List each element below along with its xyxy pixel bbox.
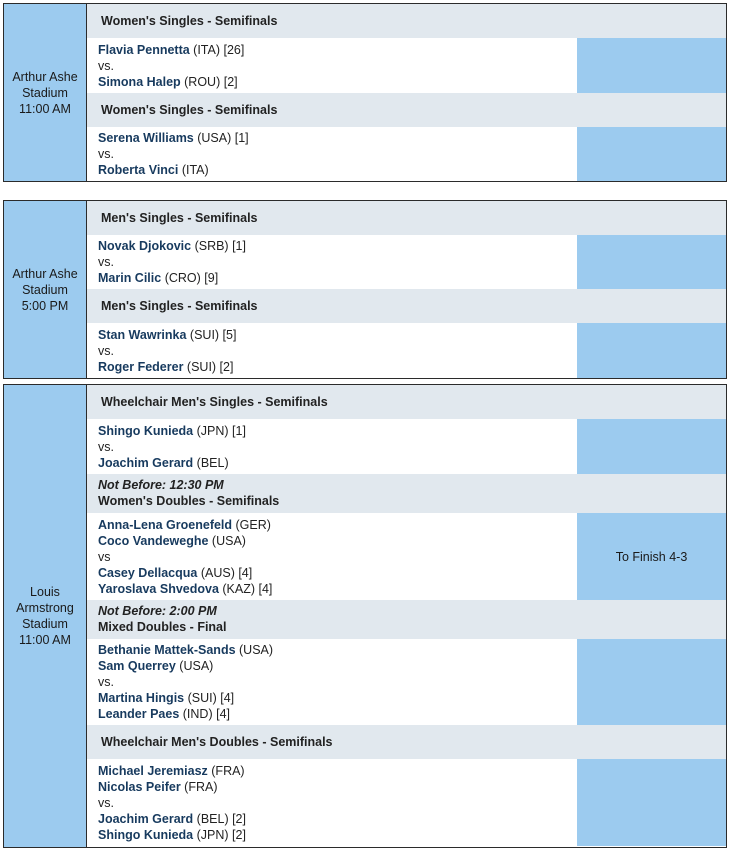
player-line xyxy=(98,658,566,674)
player-line xyxy=(98,827,566,843)
match xyxy=(87,600,726,725)
player-line xyxy=(98,642,566,658)
player-info: (IND) [4] xyxy=(179,707,230,721)
match-header xyxy=(87,725,726,759)
versus-label: vs. xyxy=(98,343,114,358)
match-status xyxy=(577,419,726,474)
player-info: (SUI) [5] xyxy=(186,327,237,342)
player-info: (KAZ) [4] xyxy=(218,581,273,596)
match-body xyxy=(87,639,726,725)
match-header xyxy=(87,4,726,38)
player-line xyxy=(98,517,566,533)
player-name[interactable]: Flavia Pennetta xyxy=(98,42,190,57)
match-body xyxy=(87,419,726,474)
player-info: (AUS) [4] xyxy=(197,565,253,580)
venue-cell xyxy=(4,201,87,378)
venue-cell xyxy=(4,4,87,181)
match-status xyxy=(577,323,726,378)
match-header xyxy=(87,93,726,127)
venue-line: Stadium xyxy=(22,85,68,100)
venue-line: Stadium xyxy=(22,617,68,631)
player-line xyxy=(98,763,566,779)
player-name[interactable]: Bethanie Mattek-Sands xyxy=(98,643,236,657)
match-list xyxy=(87,385,726,847)
match-body xyxy=(87,513,726,600)
match xyxy=(87,289,726,378)
player-name[interactable]: Yaroslava Shvedova xyxy=(98,581,219,596)
player-line xyxy=(98,533,566,549)
players xyxy=(87,235,577,289)
player-info: (ITA) [26] xyxy=(189,42,245,57)
match xyxy=(87,93,726,181)
player-name[interactable]: Novak Djokovic xyxy=(98,239,192,253)
versus-label: vs xyxy=(98,549,111,564)
player-name[interactable]: Shingo Kunieda xyxy=(98,827,194,842)
player-line xyxy=(98,581,566,597)
player-name[interactable]: Stan Wawrinka xyxy=(98,327,187,342)
player-name[interactable]: Joachim Gerard xyxy=(98,811,194,826)
match xyxy=(87,385,726,474)
player-name[interactable]: Joachim Gerard xyxy=(98,455,194,470)
player-line xyxy=(98,455,566,471)
player-name[interactable]: Roger Federer xyxy=(98,359,184,374)
player-name[interactable]: Simona Halep xyxy=(98,74,181,89)
match xyxy=(87,201,726,289)
versus-label: vs. xyxy=(98,675,114,689)
match-header xyxy=(87,289,726,323)
venue-line: Louis xyxy=(30,585,60,599)
match-list xyxy=(87,201,726,378)
venue-cell xyxy=(4,385,87,847)
event-title: Women's Singles - Semifinals xyxy=(101,14,278,28)
player-info: (BEL) xyxy=(193,455,229,470)
player-line xyxy=(98,327,566,343)
players xyxy=(87,323,577,378)
player-name[interactable]: Sam Querrey xyxy=(98,659,176,673)
match-body xyxy=(87,323,726,378)
player-info: (FRA) xyxy=(180,779,218,794)
player-line xyxy=(98,74,566,90)
player-line xyxy=(98,690,566,706)
match-status xyxy=(577,127,726,181)
event-title: Men's Singles - Semifinals xyxy=(101,299,258,313)
player-name[interactable]: Coco Vandeweghe xyxy=(98,533,209,548)
player-info: (SRB) [1] xyxy=(191,239,246,253)
match-list xyxy=(87,4,726,181)
player-line xyxy=(98,359,566,375)
versus-label: vs. xyxy=(98,795,114,810)
player-line xyxy=(98,706,566,722)
session-block xyxy=(3,200,727,379)
match-status xyxy=(577,759,726,846)
match xyxy=(87,474,726,600)
player-info: (USA) [1] xyxy=(193,131,249,145)
player-info: (CRO) [9] xyxy=(161,271,219,285)
event-title: Women's Singles - Semifinals xyxy=(101,103,278,117)
versus-label: vs. xyxy=(98,439,114,454)
players xyxy=(87,38,577,93)
player-line xyxy=(98,779,566,795)
player-info: (GER) xyxy=(232,517,271,532)
match-status xyxy=(577,235,726,289)
player-info: (JPN) [1] xyxy=(193,423,246,438)
event-title: Men's Singles - Semifinals xyxy=(101,211,258,225)
event-title: Wheelchair Men's Singles - Semifinals xyxy=(101,395,328,409)
player-info: (USA) xyxy=(175,659,214,673)
player-name[interactable]: Michael Jeremiasz xyxy=(98,763,208,778)
player-info: (SUI) [2] xyxy=(183,359,234,374)
player-info: (ROU) [2] xyxy=(180,74,238,89)
event-title: Wheelchair Men's Doubles - Semifinals xyxy=(101,735,333,749)
match-status xyxy=(577,38,726,93)
venue-line: 5:00 PM xyxy=(21,298,69,313)
players xyxy=(87,419,577,474)
session-block xyxy=(3,384,727,848)
players xyxy=(87,127,577,181)
not-before-label: Not Before: 2:00 PM xyxy=(98,604,217,618)
player-name[interactable]: Casey Dellacqua xyxy=(98,565,198,580)
match-body xyxy=(87,759,726,846)
players xyxy=(87,639,577,725)
match xyxy=(87,4,726,93)
player-info: (ITA) xyxy=(178,163,209,177)
match-status xyxy=(577,639,726,725)
versus-label: vs. xyxy=(98,147,114,161)
player-line xyxy=(98,162,566,178)
player-info: (USA) xyxy=(235,643,274,657)
not-before-label: Not Before: 12:30 PM xyxy=(98,478,224,492)
session-block xyxy=(3,3,727,182)
venue-line: 11:00 AM xyxy=(19,633,71,647)
player-name[interactable]: Marin Cilic xyxy=(98,271,162,285)
venue-line: Stadium xyxy=(22,282,68,297)
players xyxy=(87,513,577,600)
event-title: Mixed Doubles - Final xyxy=(98,620,227,634)
player-info: (FRA) xyxy=(207,763,245,778)
player-name[interactable]: Leander Paes xyxy=(98,707,180,721)
match-body xyxy=(87,127,726,181)
player-line xyxy=(98,42,566,58)
match-header xyxy=(87,600,726,639)
player-name[interactable]: Martina Hingis xyxy=(98,691,185,705)
player-info: (SUI) [4] xyxy=(184,691,235,705)
player-name[interactable]: Roberta Vinci xyxy=(98,163,179,177)
player-name[interactable]: Anna-Lena Groenefeld xyxy=(98,517,233,532)
player-line xyxy=(98,130,566,146)
venue-line: Arthur Ashe xyxy=(12,266,78,281)
player-line xyxy=(98,811,566,827)
venue-line: Arthur Ashe xyxy=(12,69,78,84)
player-line xyxy=(98,238,566,254)
versus-label: vs. xyxy=(98,255,114,269)
player-line xyxy=(98,270,566,286)
player-name[interactable]: Nicolas Peifer xyxy=(98,779,181,794)
match-header xyxy=(87,201,726,235)
venue-line: Armstrong xyxy=(16,601,74,615)
venue-line: 11:00 AM xyxy=(19,101,71,116)
match-header xyxy=(87,474,726,513)
player-name[interactable]: Shingo Kunieda xyxy=(98,423,194,438)
match xyxy=(87,725,726,846)
player-info: (BEL) [2] xyxy=(193,811,246,826)
player-info: (JPN) [2] xyxy=(193,827,246,842)
event-title: Women's Doubles - Semifinals xyxy=(98,494,280,508)
player-line xyxy=(98,565,566,581)
player-name[interactable]: Serena Williams xyxy=(98,131,194,145)
versus-label: vs. xyxy=(98,58,114,73)
players xyxy=(87,759,577,846)
player-info: (USA) xyxy=(208,533,246,548)
player-line xyxy=(98,423,566,439)
match-header xyxy=(87,385,726,419)
match-body xyxy=(87,235,726,289)
match-body xyxy=(87,38,726,93)
match-status: To Finish 4-3 xyxy=(577,513,726,600)
